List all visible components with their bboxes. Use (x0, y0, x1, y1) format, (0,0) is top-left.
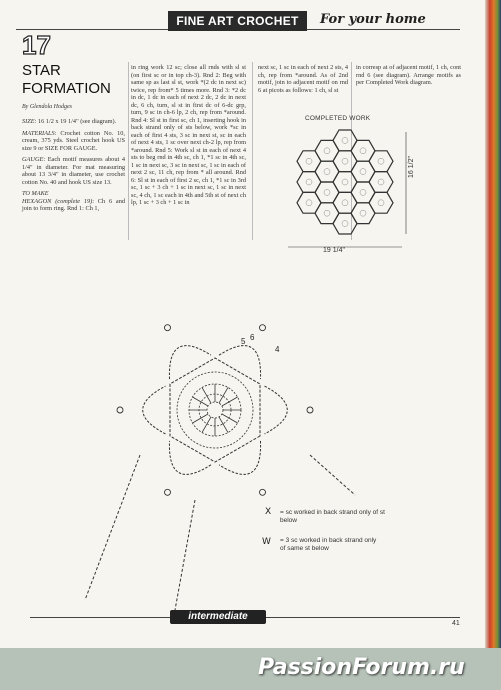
chart-rounds (85, 325, 355, 610)
motif-center-ring (378, 179, 384, 185)
width-dimension: 19 1/4" (323, 247, 345, 254)
round-number-5: 5 (241, 337, 246, 346)
instructions-column-3: next sc, 1 sc in each of next 2 sts, 4 ch, rep from *around. As of 2nd motif, join to adjacent motif on rnd 6 at picots as follows: 1 ch, sl st (258, 64, 348, 94)
instructions-column-4: in corresp at of adjacent motif, 1 ch, cont rnd 6 (see diagram). Arrange motifs as per Completed Work diagram. (356, 64, 461, 86)
dc-stitch (192, 397, 208, 406)
gauge-text: : Each motif measures about 4 1/4" in diameter. For mat measuring about 13 3/4" in diameter, use crochet cotton No. 40 and hook US size 13. (22, 156, 125, 186)
hexagon-motif-17 (369, 151, 393, 172)
byline: By Glendola Hodges (22, 104, 72, 110)
motif-center-ring (378, 200, 384, 206)
motif-center-ring (360, 169, 366, 175)
hexagon-motif-19 (369, 192, 393, 213)
motif-center-ring (306, 179, 312, 185)
size-text: : 16 1/2 x 19 1/4" (see diagram). (34, 118, 117, 125)
section-header: FINE ART CROCHET (168, 11, 307, 31)
motif-center-ring (324, 148, 330, 154)
star-point-loop (219, 346, 261, 379)
dc-stitch (219, 387, 228, 403)
joining-chain-bottom (175, 500, 195, 610)
joining-chain-left (85, 455, 140, 600)
size-label: SIZE (22, 118, 35, 125)
column-divider (128, 62, 129, 240)
motif-center-ring (324, 210, 330, 216)
dc-stitch (202, 417, 211, 433)
chart-round-4 (177, 372, 253, 448)
height-dimension: 16 1/2" (408, 156, 415, 178)
materials-label: MATERIALS (22, 129, 55, 137)
header-tagline: For your home (320, 12, 426, 27)
motif-center-ring (306, 200, 312, 206)
motif-center-ring (342, 158, 348, 164)
materials-text: : Crochet cotton No. 10, cream, 375 yds. Steel crochet hook US size 9 or SIZE FOR GAUGE. (22, 129, 125, 152)
motif-center-ring (342, 179, 348, 185)
completed-work-diagram (280, 122, 410, 257)
motif-center-ring (360, 210, 366, 216)
hexagon-motif-18 (369, 172, 393, 193)
picot (117, 407, 123, 413)
three-sc-symbol: W (262, 537, 271, 547)
skill-level-badge: intermediate (170, 610, 266, 624)
star-point-loop (143, 386, 166, 434)
round-number-4: 4 (275, 345, 280, 354)
star-point-loop (169, 346, 211, 379)
dc-stitch (222, 397, 238, 406)
pattern-title (22, 62, 111, 98)
hexagon-text: : Ch 6 and join to form ring. Rnd 1: Ch 1, (22, 197, 126, 212)
title-line-1: STAR (22, 62, 61, 79)
motif-center-ring (378, 158, 384, 164)
round-number-6: 6 (250, 333, 255, 342)
star-point-loop (219, 441, 261, 474)
motif-center-ring (342, 137, 348, 143)
picot (165, 489, 171, 495)
motif-center-ring (324, 189, 330, 195)
picot (307, 407, 313, 413)
star-point-loop (265, 386, 288, 434)
motif-center-ring (324, 169, 330, 175)
motif-center-ring (342, 221, 348, 227)
completed-work-label: COMPLETED WORK (305, 115, 371, 122)
picot (260, 325, 266, 331)
motif-center-ring (306, 158, 312, 164)
sc-back-strand-symbol: X (265, 507, 272, 517)
dc-stitch (202, 387, 211, 403)
star-point-loop (169, 441, 211, 474)
gauge-label: GAUGE (22, 156, 44, 163)
legend-item-2: = 3 sc worked in back strand only of same st below (280, 537, 377, 552)
motif-center-ring (342, 200, 348, 206)
magazine-spine (485, 0, 501, 650)
pattern-number: 17 (22, 30, 51, 60)
page-number: 41 (452, 620, 460, 627)
chart-round-1 (207, 402, 223, 418)
site-watermark: PassionForum.ru (258, 655, 465, 680)
motif-center-ring (360, 189, 366, 195)
legend-item-1: = sc worked in back strand only of st below (280, 509, 385, 524)
joining-chain-right (310, 455, 355, 495)
crochet-stitch-chart (45, 300, 405, 620)
hexagon-label: HEXAGON (complete 19) (22, 197, 93, 205)
instructions-column-1 (22, 118, 125, 217)
motif-center-ring (360, 148, 366, 154)
title-line-2: FORMATION (22, 80, 111, 97)
column-divider (252, 62, 253, 240)
round-4-hexagon (170, 358, 260, 462)
dc-stitch (192, 414, 208, 423)
picot (165, 325, 171, 331)
dc-stitch (222, 414, 238, 423)
to-make-label: TO MAKE (22, 190, 49, 197)
picot (260, 489, 266, 495)
instructions-column-2: in ring work 12 sc; close all rnds with sl st (on first sc or in top ch-3). Rnd 2: Beg with same sp as last sl st, work *(2 dc in next sc) twice, rep from* 5 times more. Rnd 3: *2 dc in dc, 1 dc in each of next 2 dc, 2 dc in next dc, 6 ch, turn, sl st in first dc of 6-dc grp, turn, 9 sc in ch-6 lp, 2 ch, rep from *around. Rnd 4: Sl st in first sc, ch 1, inserting hook in back strand only of sts below, work *sc in each of first 4 sts, 3 sc in next st, sc in each of next 4 sts, 1 sc over next ch-2 lp, rep from *around. Rnd 5: Work sl st in each of next 4 sts to beg rnd in 4th sc, ch 1, *1 sc in 4th sc, 1 sc in next sc, 3 sc in next sc, 1 sc in each of next 2 sc, 11 ch, rep from * all around. Rnd 6: Sl st in each of first 2 sc, ch 1, *1 sc in 3rd sc, 1 sc + 3 ch + 1 sc in next sc, 1 sc in next sc, 4 ch, 1 sc each in 4th and 5th st of next ch lp, 1 sc + 3 ch + 1 sc in (131, 64, 246, 206)
